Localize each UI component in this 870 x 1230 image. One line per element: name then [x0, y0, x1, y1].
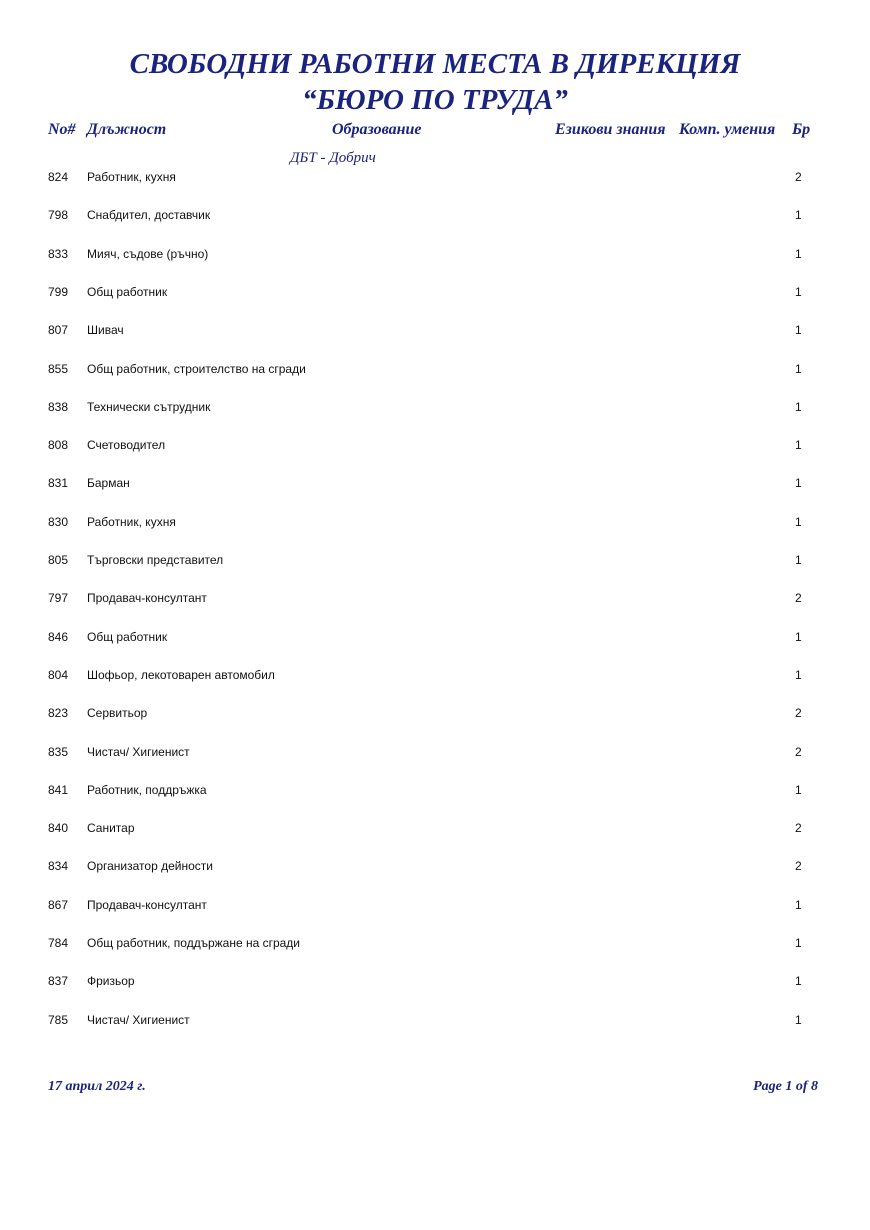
row-position: Снабдител, доставчик [87, 208, 211, 222]
row-count: 1 [795, 208, 802, 222]
row-count: 1 [795, 1013, 802, 1027]
table-row [0, 247, 870, 267]
row-number: 823 [48, 706, 69, 720]
row-count: 2 [795, 170, 802, 184]
header-no: No# [48, 121, 76, 138]
header-languages: Езикови знания [555, 121, 666, 138]
table-row [0, 591, 870, 611]
table-row [0, 438, 870, 458]
row-position: Санитар [87, 821, 135, 835]
row-position: Мияч, съдове (ръчно) [87, 247, 209, 261]
table-row [0, 362, 870, 382]
row-number: 855 [48, 362, 69, 376]
row-position: Технически сътрудник [87, 400, 211, 414]
table-row [0, 553, 870, 573]
row-number: 831 [48, 476, 69, 490]
row-position: Продавач-консултант [87, 898, 207, 912]
table-row [0, 323, 870, 343]
row-position: Шофьор, лекотоварен автомобил [87, 668, 275, 682]
table-row [0, 285, 870, 305]
row-number: 833 [48, 247, 69, 261]
row-number: 807 [48, 323, 69, 337]
table-row [0, 859, 870, 879]
row-number: 838 [48, 400, 69, 414]
row-position: Шивач [87, 323, 124, 337]
row-position: Сервитьор [87, 706, 148, 720]
table-row [0, 476, 870, 496]
row-number: 797 [48, 591, 69, 605]
row-number: 799 [48, 285, 69, 299]
table-row [0, 400, 870, 420]
row-position: Общ работник [87, 285, 168, 299]
row-number: 785 [48, 1013, 69, 1027]
row-count: 1 [795, 553, 802, 567]
row-position: Продавач-консултант [87, 591, 207, 605]
row-position: Общ работник [87, 630, 168, 644]
row-number: 830 [48, 515, 69, 529]
row-count: 1 [795, 247, 802, 261]
page-title-line1: СВОБОДНИ РАБОТНИ МЕСТА В ДИРЕКЦИЯ [129, 48, 741, 80]
row-position: Организатор дейности [87, 859, 213, 873]
row-position: Работник, кухня [87, 170, 176, 184]
row-count: 2 [795, 591, 802, 605]
row-number: 837 [48, 974, 69, 988]
table-row [0, 170, 870, 190]
header-computer-skills: Комп. умения [679, 121, 776, 138]
row-count: 1 [795, 668, 802, 682]
row-position: Общ работник, строителство на сгради [87, 362, 306, 376]
table-row [0, 936, 870, 956]
row-number: 835 [48, 745, 69, 759]
row-count: 1 [795, 515, 802, 529]
row-position: Чистач/ Хигиенист [87, 745, 190, 759]
row-count: 1 [795, 898, 802, 912]
row-count: 1 [795, 476, 802, 490]
row-position: Работник, кухня [87, 515, 176, 529]
header-position: Длъжност [87, 121, 167, 138]
row-count: 1 [795, 323, 802, 337]
table-row [0, 208, 870, 228]
row-count: 1 [795, 783, 802, 797]
row-number: 808 [48, 438, 69, 452]
footer-page-number: Page 1 of 8 [753, 1079, 818, 1094]
table-row [0, 745, 870, 765]
row-count: 1 [795, 974, 802, 988]
row-count: 1 [795, 285, 802, 299]
row-position: Чистач/ Хигиенист [87, 1013, 190, 1027]
table-row [0, 783, 870, 803]
row-number: 784 [48, 936, 69, 950]
row-count: 2 [795, 706, 802, 720]
row-count: 1 [795, 936, 802, 950]
page-title-line2: “БЮРО ПО ТРУДА” [302, 84, 568, 116]
row-number: 846 [48, 630, 69, 644]
header-count: Бр [792, 121, 811, 138]
table-row [0, 706, 870, 726]
row-number: 840 [48, 821, 69, 835]
row-number: 804 [48, 668, 69, 682]
row-position: Барман [87, 476, 130, 490]
table-row [0, 668, 870, 688]
row-count: 2 [795, 821, 802, 835]
row-count: 1 [795, 438, 802, 452]
table-row [0, 1013, 870, 1033]
table-row [0, 898, 870, 918]
row-count: 1 [795, 630, 802, 644]
table-row [0, 821, 870, 841]
header-education: Образование [332, 121, 422, 138]
table-row [0, 515, 870, 535]
row-position: Работник, поддръжка [87, 783, 207, 797]
row-count: 2 [795, 745, 802, 759]
table-row [0, 974, 870, 994]
row-position: Общ работник, поддържане на сгради [87, 936, 301, 950]
table-row [0, 630, 870, 650]
footer-date: 17 април 2024 г. [48, 1079, 146, 1094]
row-position: Фризьор [87, 974, 135, 988]
row-number: 867 [48, 898, 69, 912]
row-position: Счетоводител [87, 438, 166, 452]
row-count: 2 [795, 859, 802, 873]
region-label: ДБТ - Добрич [290, 150, 376, 166]
row-count: 1 [795, 362, 802, 376]
row-count: 1 [795, 400, 802, 414]
row-number: 841 [48, 783, 69, 797]
row-number: 834 [48, 859, 69, 873]
row-number: 805 [48, 553, 69, 567]
row-number: 824 [48, 170, 69, 184]
row-position: Търговски представител [87, 553, 224, 567]
row-number: 798 [48, 208, 69, 222]
